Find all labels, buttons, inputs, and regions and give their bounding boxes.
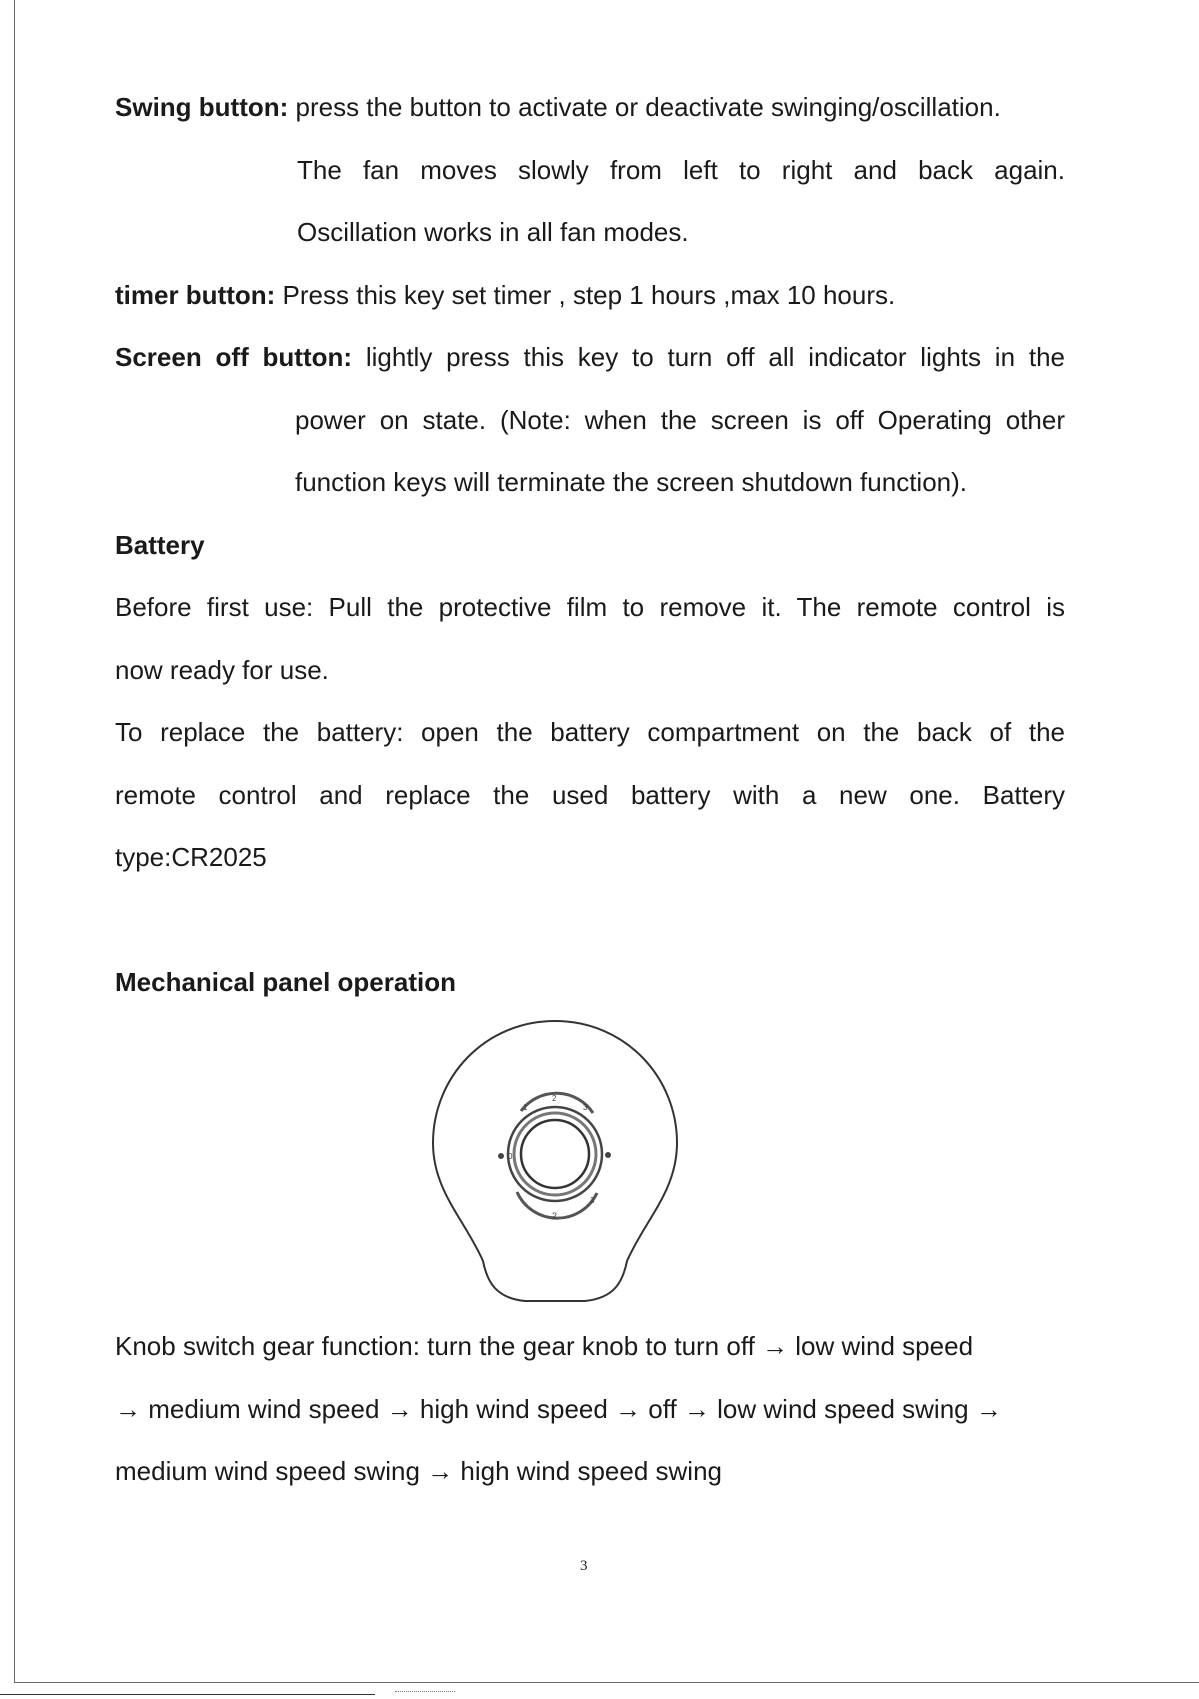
timer-label: timer button: (115, 279, 276, 310)
battery-p1-line-2: now ready for use. (115, 654, 329, 685)
document-body (115, 76, 1065, 1014)
screen-off-line-3: function keys will terminate the screen shutdown function). (295, 467, 968, 497)
knob-marker-dot-left (498, 1153, 504, 1159)
knob-mark-3-top: 3 (583, 1103, 588, 1112)
screen-off-line-2: power on state. (Note: when the screen is off Operating other (295, 404, 1065, 435)
knob-description (115, 1315, 1065, 1503)
battery-p2-line-3: type:CR2025 (115, 842, 267, 872)
swing-line-1 (115, 76, 1065, 139)
screen-off-line-1 (115, 326, 1065, 389)
swing-label: Swing button: (115, 92, 289, 122)
knob-line-2: → medium wind speed → high wind speed → off → low wind speed swing → (115, 1393, 1002, 1424)
swing-text-1: press the button to activate or deactivate swinging/oscillation. (288, 92, 1001, 122)
knob-mark-2-bottom: 2 (552, 1211, 558, 1221)
knob-line-3: medium wind speed swing → high wind speed swing (115, 1456, 722, 1486)
mechanical-panel-illustration (425, 1015, 685, 1310)
spacer (115, 889, 1065, 952)
page-edge-mark (395, 1691, 455, 1696)
knob-mark-3-bottom: 3 (590, 1196, 595, 1205)
knob-inner-ring (521, 1120, 589, 1188)
timer-line (115, 264, 1065, 327)
knob-mark-1: 1 (523, 1103, 528, 1112)
knob-mark-2-top: 2 (552, 1094, 557, 1103)
battery-heading: Battery (115, 529, 205, 560)
knob-marker-dot-right (605, 1152, 611, 1158)
battery-p2-line-1: To replace the battery: open the battery compartment on the back of the (115, 717, 1065, 747)
screen-off-text-1: lightly press this key to turn off all indicator lights in the (352, 342, 1065, 372)
battery-p2-line-2: remote control and replace the used battery with a new one. Battery (115, 779, 1065, 810)
page-edge-line (0, 1694, 375, 1695)
swing-line-2: The fan moves slowly from left to right and back again. (297, 154, 1065, 185)
screen-off-label: Screen off button: (115, 342, 353, 372)
knob-line-1: Knob switch gear function: turn the gear knob to turn off → low wind speed (115, 1331, 974, 1361)
swing-line-3: Oscillation works in all fan modes. (297, 217, 689, 247)
page-number: 3 (580, 1558, 588, 1574)
knob-mark-0: 0 (508, 1152, 513, 1161)
timer-text: Press this key set timer , step 1 hours ,max 10 hours. (275, 279, 896, 310)
mechanical-heading: Mechanical panel operation (115, 967, 456, 997)
battery-p1-line-1: Before first use: Pull the protective film to remove it. The remote control is (115, 592, 1065, 622)
